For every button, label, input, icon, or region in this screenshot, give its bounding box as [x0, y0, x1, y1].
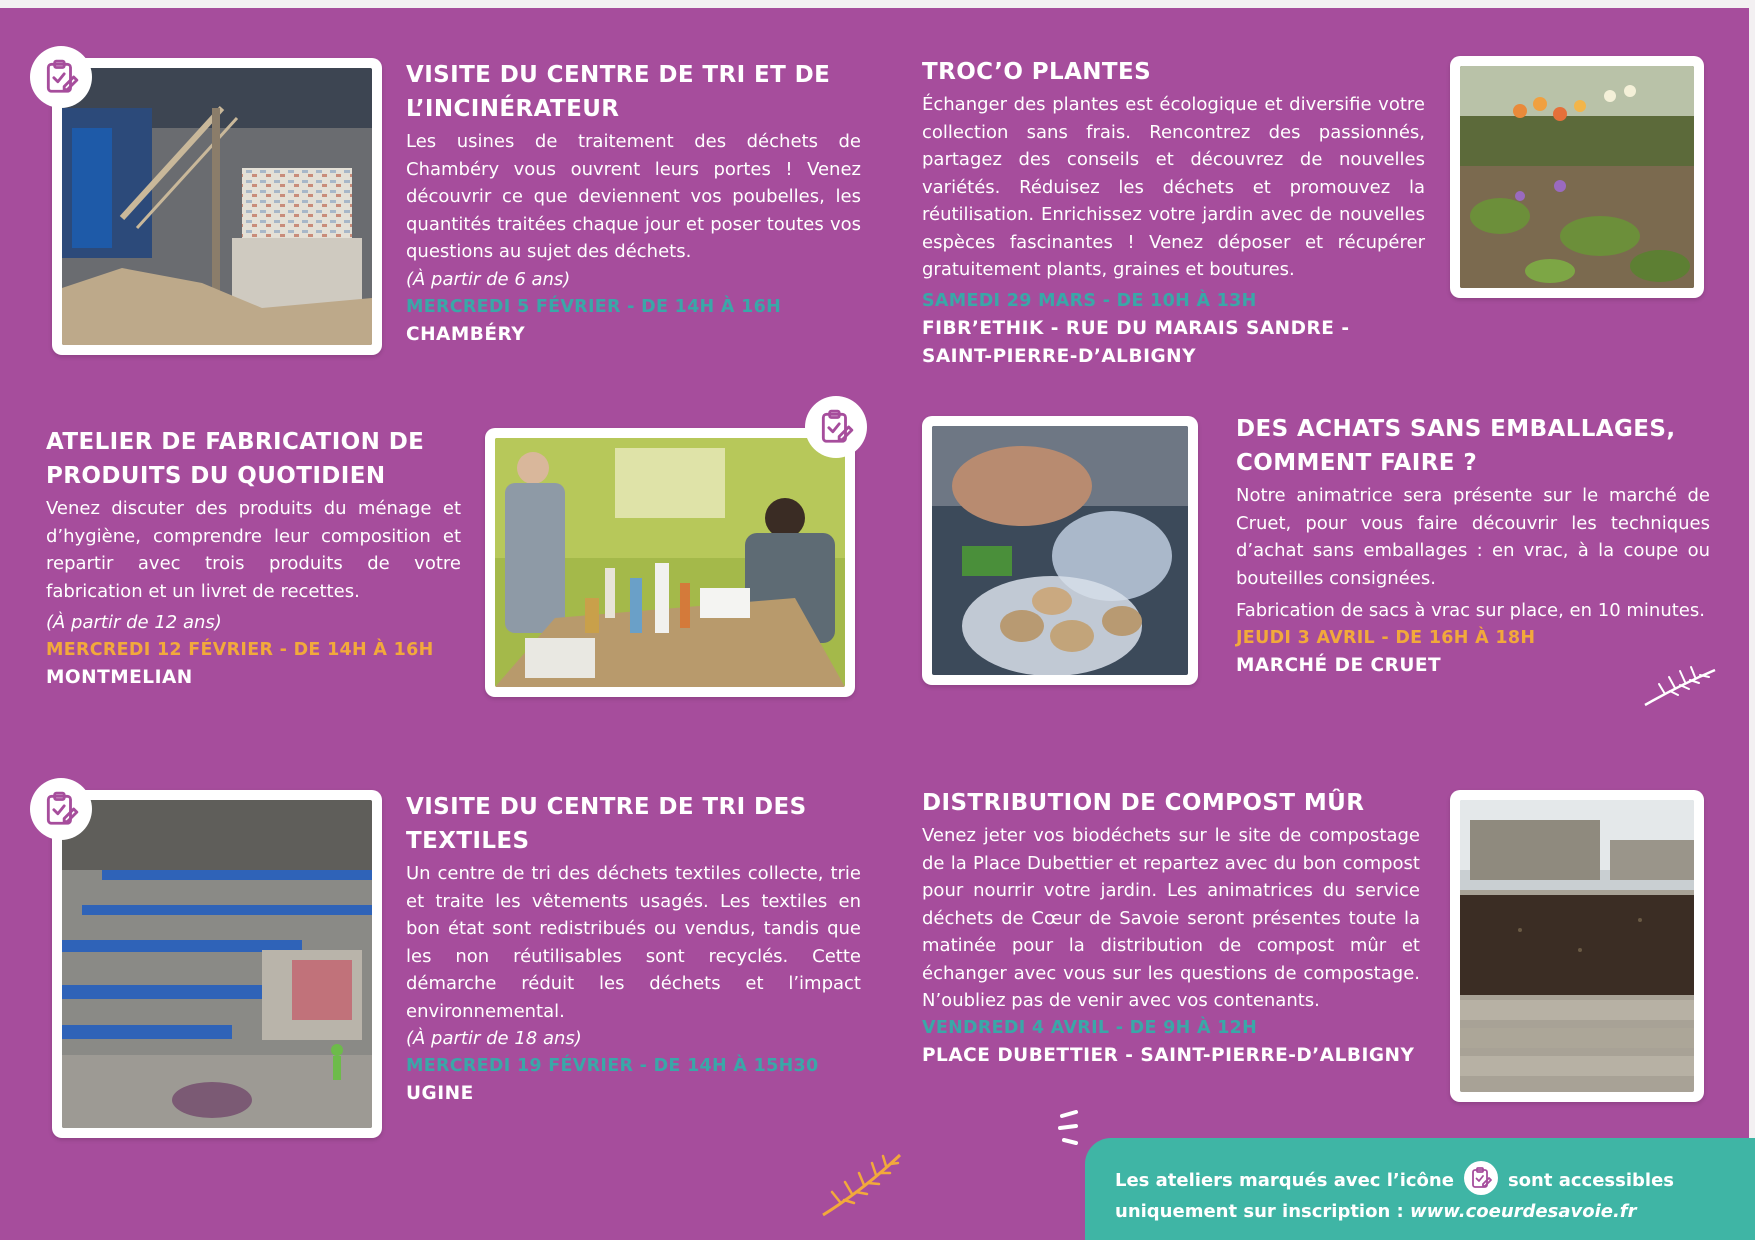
registration-badge [1464, 1161, 1498, 1195]
event-title: TROC’O PLANTES [922, 59, 1152, 85]
event-photo-plants [1450, 56, 1704, 298]
event-place: MARCHÉ DE CRUET [1236, 654, 1442, 676]
event-card-workshop [46, 425, 461, 692]
event-place: MONTMELIAN [46, 667, 193, 688]
event-card-sorting-center [406, 58, 861, 349]
event-date: MERCREDI 19 FÉVRIER - DE 14H À 15H30 [406, 1056, 819, 1076]
clipboard-check-icon [1469, 1166, 1493, 1190]
footer-text-before: Les ateliers marqués avec l’icône [1115, 1170, 1454, 1191]
event-date: MERCREDI 12 FÉVRIER - DE 14H À 16H [46, 640, 434, 660]
event-title: VISITE DU CENTRE DE TRI ET DE L’INCINÉRATEUR [406, 62, 831, 122]
clipboard-check-icon [817, 408, 855, 446]
event-photo-workshop [485, 428, 855, 697]
clipboard-check-icon [42, 790, 80, 828]
footer-note [1115, 1164, 1674, 1226]
event-card-bulk [1236, 412, 1710, 680]
event-title: VISITE DU CENTRE DE TRI DES TEXTILES [406, 794, 807, 854]
event-age: (À partir de 12 ans) [46, 612, 222, 633]
event-place: FIBR’ETHIK - RUE DU MARAIS SANDRE - SAINT-PIERRE-D’ALBIGNY [922, 317, 1350, 367]
event-description: Notre animatrice sera présente sur le marché de Cruet, pour vous faire découvrir les techniques d’achat sans emballages : en vrac, à la coupe ou bouteilles consignées. [1236, 485, 1710, 589]
event-date: VENDREDI 4 AVRIL - DE 9H À 12H [922, 1017, 1258, 1038]
event-photo-bulk-bag [922, 416, 1198, 685]
leaf-sprig-icon [1640, 660, 1720, 710]
event-photo-sorting-center [52, 58, 382, 355]
event-description: Un centre de tri des déchets textiles collecte, trie et traite les vêtements usagés. Les textiles en bon état sont redistribués ou vendus, tandis que les non réutilisables sont recyclés. Cette démarche réduit les déchets et l’impact environnemental. [406, 863, 861, 1022]
footer-line2: uniquement sur inscription : [1115, 1201, 1404, 1222]
event-description: Venez jeter vos biodéchets sur le site de compostage de la Place Dubettier et repartez avec du bon compost pour nourrir votre jardin. Les animatrices du service déchets de Cœur de Savoie seront présentes toute la matinée pour la distribution de compost mûr et échanger avec vous sur les questions de compostage. N’oubliez pas de venir avec vos contenants. [922, 825, 1420, 1011]
event-title: DES ACHATS SANS EMBALLAGES, COMMENT FAIRE ? [1236, 416, 1676, 476]
event-photo-compost [1450, 790, 1704, 1102]
event-age: (À partir de 6 ans) [406, 268, 571, 290]
registration-badge [805, 396, 867, 458]
event-description: Les usines de traitement des déchets de Chambéry vous ouvrent leurs portes ! Venez découvrir ce que deviennent vos poubelles, les quantités traitées chaque jour et poser toutes vos questions au sujet des déchets. [406, 131, 861, 262]
event-title: ATELIER DE FABRICATION DE PRODUITS DU QUOTIDIEN [46, 429, 425, 489]
event-description: Échanger des plantes est écologique et diversifie votre collection sans frais. Rencontrez des passionnés, partagez des conseils et découvrez de nouvelles variétés. Réduisez les déchets et promouvez la réutilisation. Enrichissez votre jardin avec de nouvelles espèces fascinantes ! Venez déposer et récupérer gratuitement plants, graines et boutures. [922, 94, 1425, 280]
event-date: JEUDI 3 AVRIL - DE 16H À 18H [1236, 627, 1536, 648]
event-description: Venez discuter des produits du ménage et d’hygiène, comprendre leur composition et repartir avec trois produits de votre fabrication et un livret de recettes. [46, 498, 461, 602]
event-card-plants [922, 55, 1425, 371]
registration-badge [30, 46, 92, 108]
clipboard-check-icon [42, 58, 80, 96]
event-place: CHAMBÉRY [406, 323, 526, 345]
sparkle-dashes-icon [1050, 1110, 1090, 1150]
footer-text-after: sont accessibles [1507, 1170, 1674, 1191]
event-place: UGINE [406, 1083, 474, 1104]
event-photo-textiles [52, 790, 382, 1138]
event-place: PLACE DUBETTIER - SAINT-PIERRE-D’ALBIGNY [922, 1044, 1415, 1066]
event-date: MERCREDI 5 FÉVRIER - DE 14H À 16H [406, 296, 782, 317]
registration-badge [30, 778, 92, 840]
event-date: SAMEDI 29 MARS - DE 10H À 13H [922, 290, 1257, 311]
event-extra-info: Fabrication de sacs à vrac sur place, en 10 minutes. [1236, 600, 1705, 621]
event-title: DISTRIBUTION DE COMPOST MÛR [922, 790, 1365, 816]
registration-footer [1085, 1138, 1755, 1240]
event-age: (À partir de 18 ans) [406, 1028, 582, 1049]
event-card-textiles [406, 790, 861, 1108]
website-link[interactable]: www.coeurdesavoie.fr [1410, 1201, 1637, 1222]
leaf-sprig-icon [818, 1150, 908, 1220]
event-card-compost [922, 786, 1420, 1070]
